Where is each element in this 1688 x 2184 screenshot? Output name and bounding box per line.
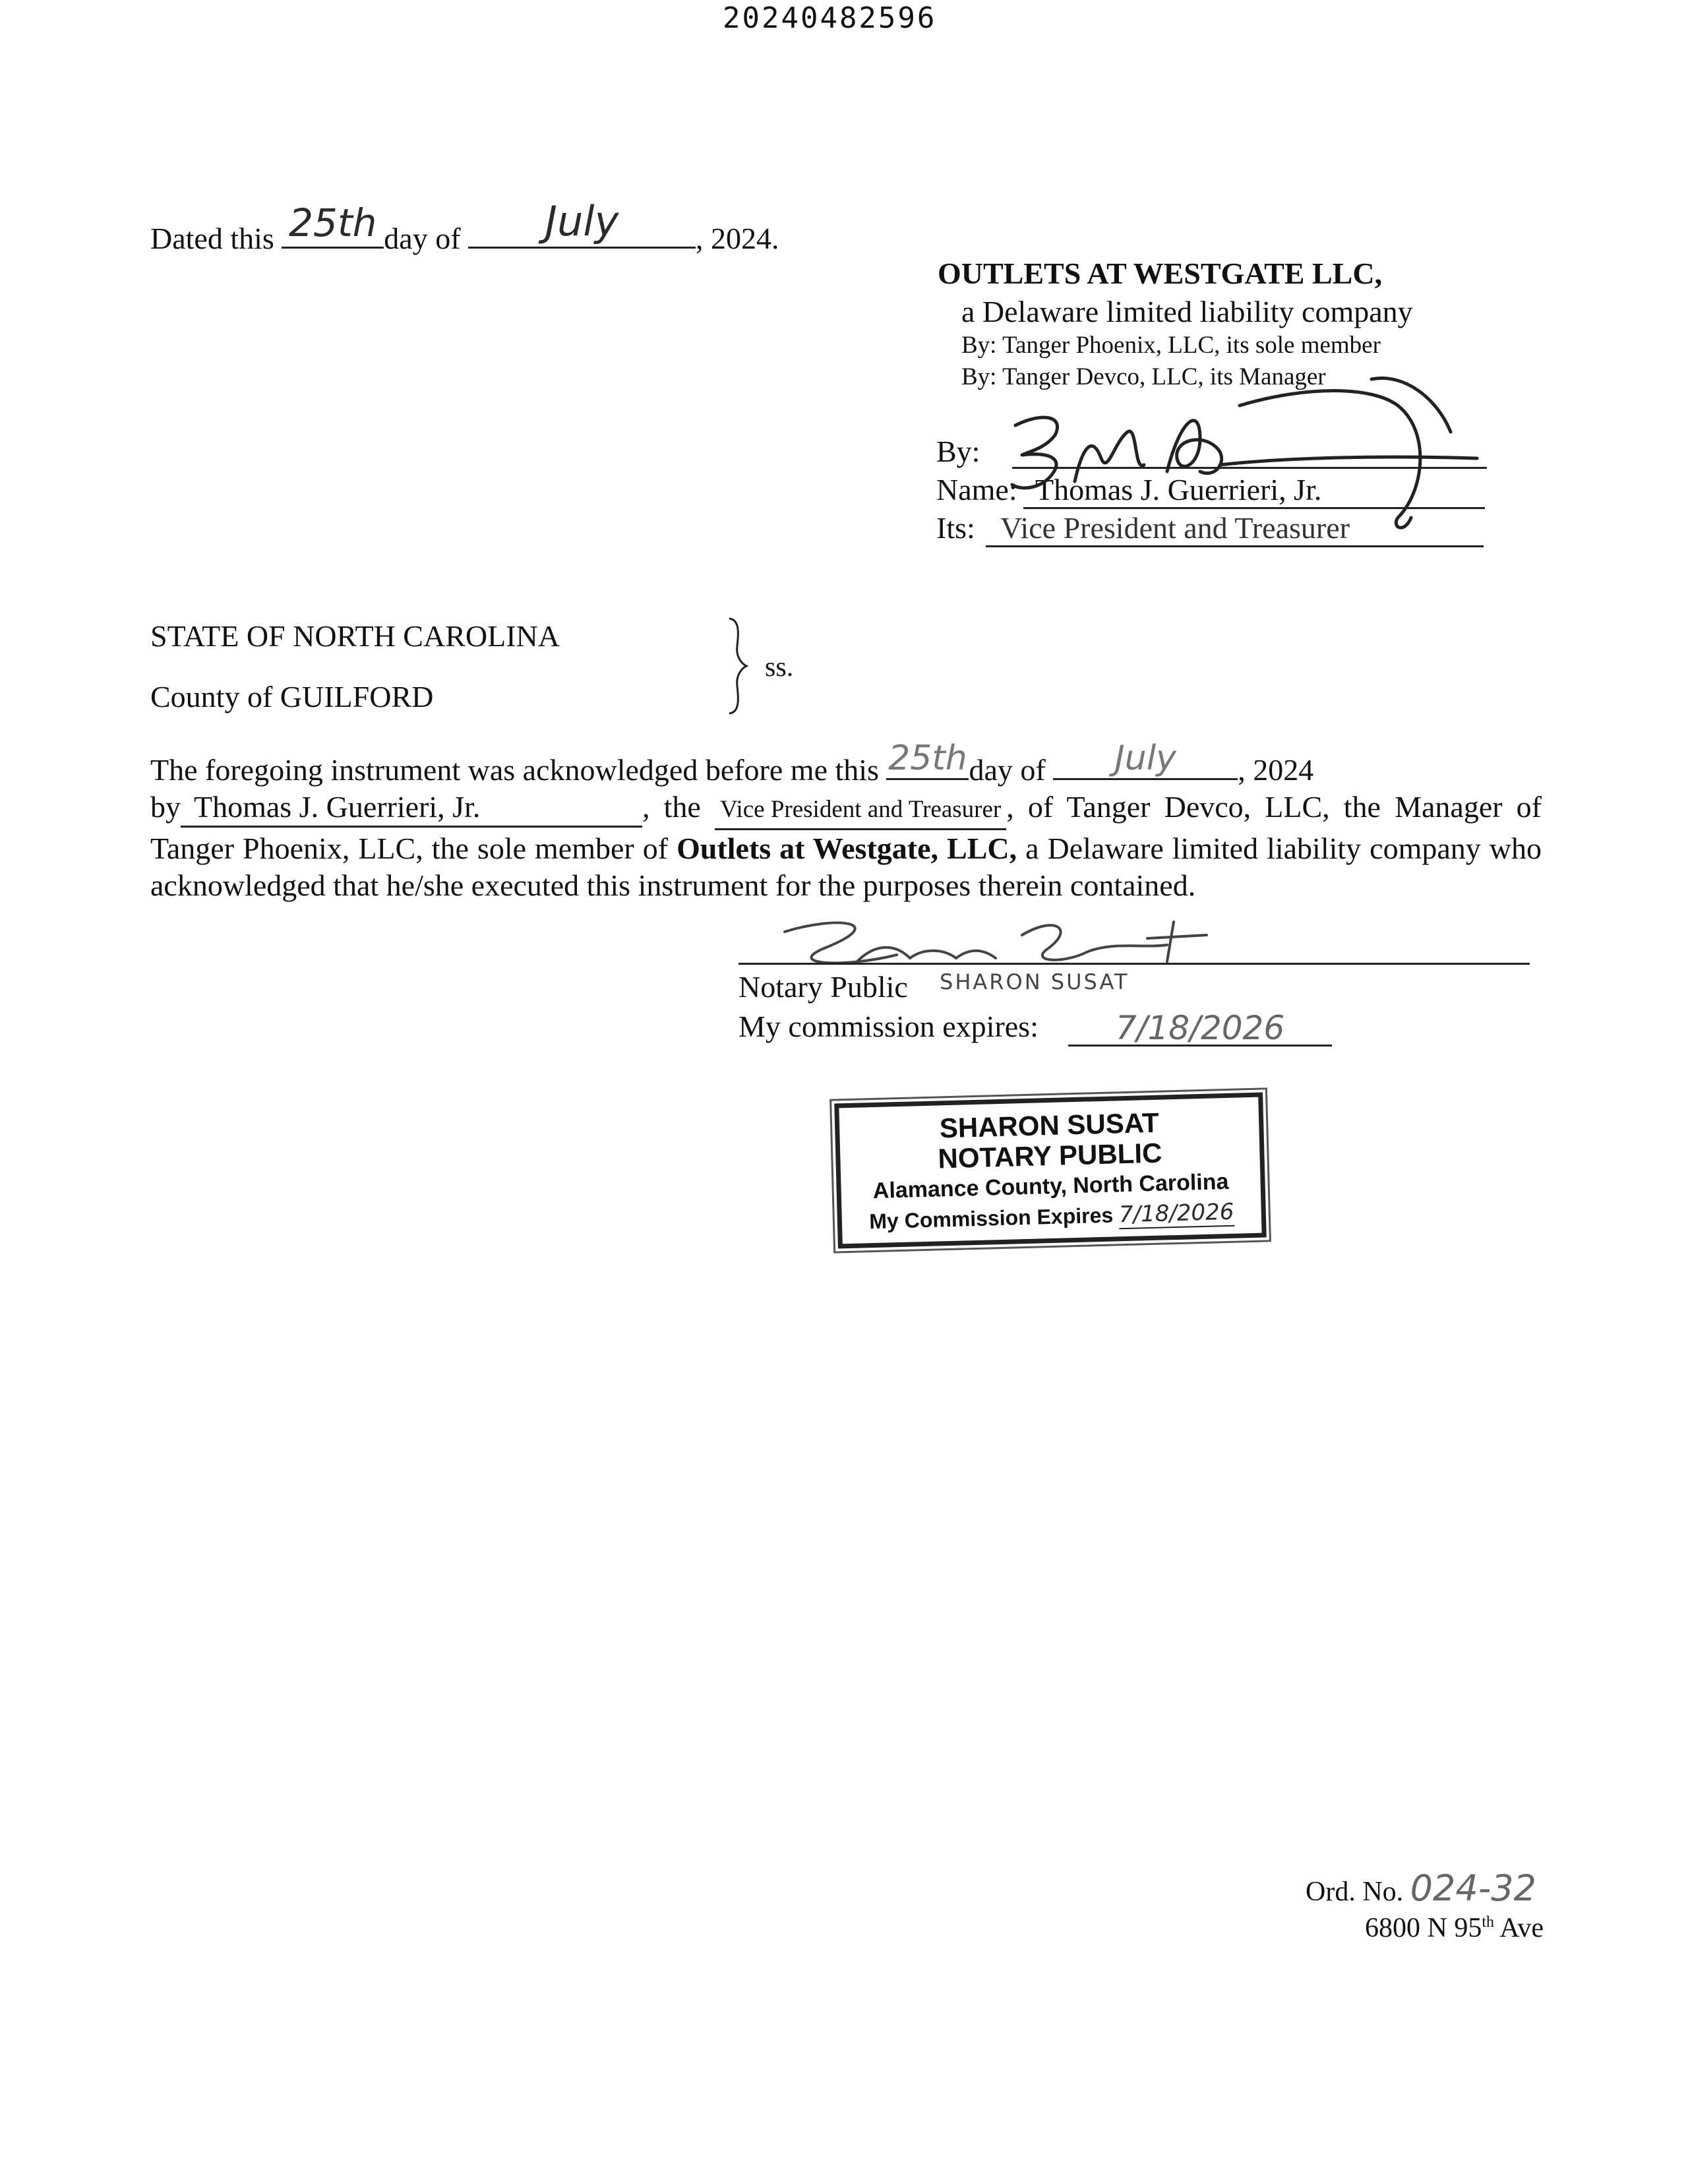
its-value-text: Vice President and Treasurer <box>1000 511 1350 545</box>
ack-company: Outlets at Westgate, LLC, <box>677 832 1017 865</box>
authorized-signature-icon <box>1002 359 1517 544</box>
company-name: OUTLETS AT WESTGATE LLC, <box>938 257 1383 290</box>
ack-text-5: , of Tanger Devco, LLC, the Manager of Tanger Phoenix, LLC, the sole member of <box>150 790 1542 865</box>
notary-stamp <box>834 1093 1267 1249</box>
stamp-title: NOTARY PUBLIC <box>937 1137 1162 1174</box>
ack-month-handwritten: July <box>1114 739 1176 778</box>
dated-line <box>150 197 779 256</box>
its-label: Its: <box>936 511 975 545</box>
by-line-2: By: Tanger Devco, LLC, its Manager <box>961 363 1326 390</box>
dated-month-blank <box>468 197 696 249</box>
acknowledgment-paragraph <box>150 739 1542 904</box>
dated-day-of: day of <box>384 222 461 255</box>
venue-county: County of GUILFORD <box>150 680 434 713</box>
stamp-name: SHARON SUSAT <box>939 1107 1160 1144</box>
ack-day-blank <box>886 739 969 780</box>
stamp-county: Alamance County, North Carolina <box>872 1168 1229 1204</box>
stamp-expires-label: My Commission Expires <box>868 1203 1114 1234</box>
company-description: a Delaware limited liability company <box>961 295 1413 328</box>
ack-text-2: day of <box>969 753 1046 787</box>
ack-text-3: , 2024 <box>1238 753 1314 787</box>
ord-label: Ord. No. <box>1306 1877 1404 1907</box>
by-label: By: <box>936 435 980 468</box>
name-label: Name: <box>936 473 1017 506</box>
address-sup: th <box>1482 1914 1495 1931</box>
notary-printed-name: SHARON SUSAT <box>940 969 1130 994</box>
ack-title-text: Vice President and Treasurer <box>719 796 1002 823</box>
ord-number: 024-32 <box>1410 1867 1536 1909</box>
dated-month-handwritten: July <box>545 197 619 245</box>
notary-commission-label: My commission expires: <box>738 1010 1039 1043</box>
dated-year: , 2024. <box>696 222 779 255</box>
dated-day-blank <box>282 200 384 249</box>
ack-day-handwritten: 25th <box>888 739 967 778</box>
ack-title <box>715 791 1006 830</box>
notary-signature-line <box>738 963 1530 965</box>
address-prefix: 6800 N 95 <box>1365 1913 1482 1943</box>
document-number: 20240482596 <box>723 1 937 35</box>
ack-month-blank <box>1053 739 1238 780</box>
venue-brace-icon <box>725 613 752 719</box>
ack-person-text: Thomas J. Guerrieri, Jr. <box>194 790 481 824</box>
venue-state: STATE OF NORTH CAROLINA <box>150 619 560 653</box>
venue-ss: ss. <box>765 652 794 682</box>
notary-label: Notary Public <box>738 970 908 1004</box>
dated-prefix: Dated this <box>150 222 274 255</box>
by-line-1: By: Tanger Phoenix, LLC, its sole member <box>961 332 1381 359</box>
footer-address <box>1365 1912 1544 1944</box>
notary-commission-date: 7/18/2026 <box>1115 1009 1285 1047</box>
name-value-text: Thomas J. Guerrieri, Jr. <box>1035 473 1322 506</box>
ord-no <box>1306 1867 1536 1909</box>
ack-text-6: a Delaware limited liability company who acknowledged that he/she executed this instrument for the purposes therein contained. <box>150 832 1542 902</box>
ack-text-1: The foregoing instrument was acknowledged before me this <box>150 753 879 787</box>
stamp-expires-date: 7/18/2026 <box>1118 1198 1234 1228</box>
address-suffix: Ave <box>1494 1913 1544 1943</box>
ack-text-4: , the <box>642 790 701 824</box>
dated-day-handwritten: 25th <box>289 200 377 245</box>
ack-person <box>181 789 642 828</box>
notary-commission-blank <box>1068 1009 1332 1046</box>
ack-by: by <box>150 790 181 824</box>
